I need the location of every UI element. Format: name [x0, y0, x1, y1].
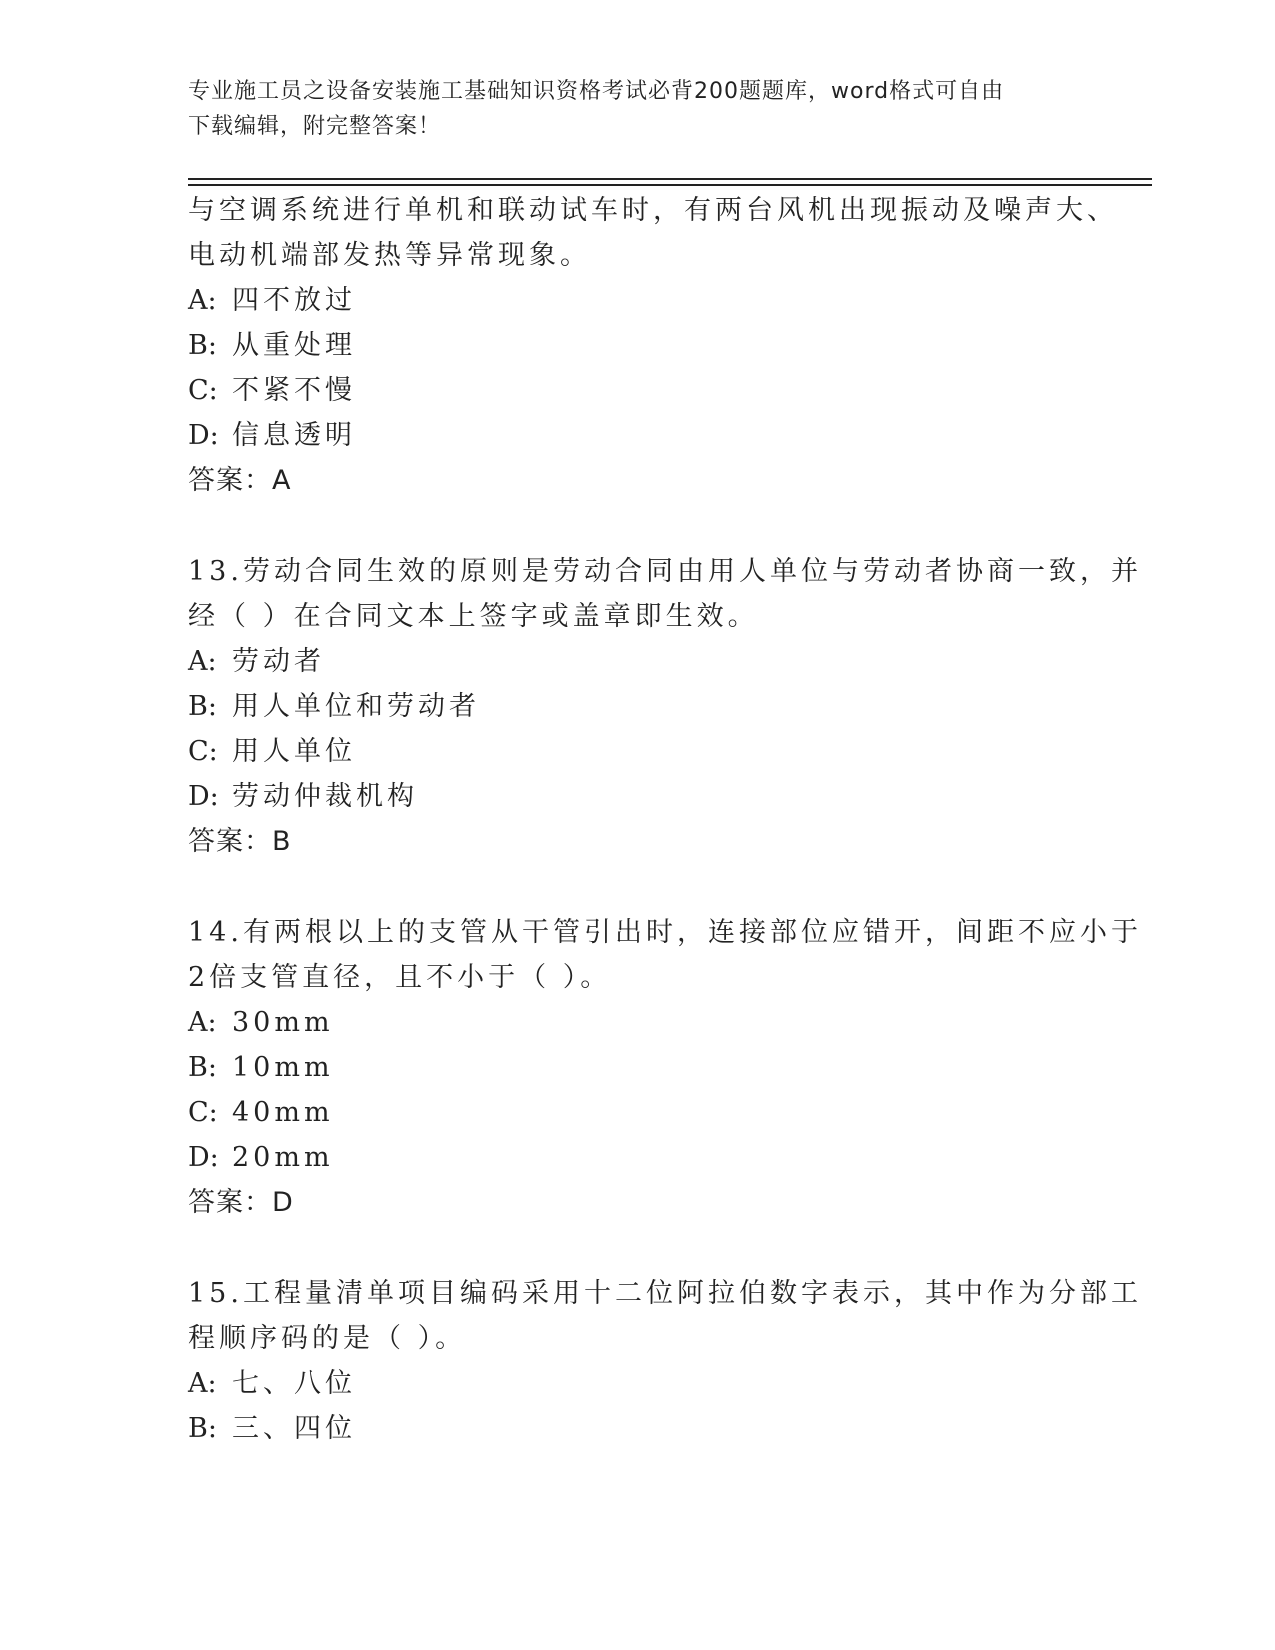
option-letter: D:: [188, 781, 219, 812]
header-rule-top: [188, 178, 1152, 180]
block-spacer: [188, 503, 1148, 549]
option-text: 用人单位: [232, 736, 356, 767]
option-b: [188, 323, 1148, 368]
option-text: 30mm: [232, 1007, 334, 1038]
question-line: 13.劳动合同生效的原则是劳动合同由用人单位与劳动者协商一致，并: [188, 556, 1142, 587]
option-letter: A:: [188, 646, 217, 677]
header-line-1: 专业施工员之设备安装施工基础知识资格考试必背200题题库，word格式可自由: [188, 79, 1005, 104]
option-text: 从重处理: [232, 330, 356, 361]
question-block: [188, 549, 1148, 864]
question-line: 经（ ）在合同文本上签字或盖章即生效。: [188, 601, 759, 632]
question-text: [188, 549, 1148, 639]
option-b: [188, 684, 1148, 729]
option-d: [188, 1135, 1148, 1180]
option-letter: B:: [188, 691, 217, 722]
option-letter: B:: [188, 1413, 217, 1444]
question-line: 2倍支管直径，且不小于（ ）。: [188, 962, 612, 993]
option-text: 七、八位: [232, 1368, 356, 1399]
option-c: [188, 368, 1148, 413]
question-line: 与空调系统进行单机和联动试车时，有两台风机出现振动及噪声大、: [188, 195, 1118, 226]
option-letter: D:: [188, 1142, 219, 1173]
question-text: [188, 910, 1148, 1000]
header-line-2: 下载编辑，附完整答案！: [188, 114, 442, 139]
option-text: 劳动仲裁机构: [232, 781, 418, 812]
option-c: [188, 1090, 1148, 1135]
option-a: [188, 278, 1148, 323]
option-a: [188, 1361, 1148, 1406]
header-rule-bottom: [188, 184, 1152, 186]
question-list: [188, 188, 1148, 1451]
block-spacer: [188, 864, 1148, 910]
option-a: [188, 1000, 1148, 1045]
option-letter: B:: [188, 330, 217, 361]
document-header: [188, 74, 1078, 144]
option-letter: D:: [188, 420, 219, 451]
option-text: 信息透明: [232, 420, 356, 451]
option-a: [188, 639, 1148, 684]
answer-line: 答案：D: [188, 1187, 294, 1218]
option-letter: C:: [188, 736, 218, 767]
option-c: [188, 729, 1148, 774]
question-block: [188, 910, 1148, 1225]
option-text: 四不放过: [232, 285, 356, 316]
option-letter: B:: [188, 1052, 217, 1083]
option-letter: C:: [188, 1097, 218, 1128]
question-line: 电动机端部发热等异常现象。: [188, 240, 591, 271]
answer-line: 答案：A: [188, 465, 292, 496]
option-text: 40mm: [232, 1097, 334, 1128]
option-d: [188, 413, 1148, 458]
question-text: [188, 1271, 1148, 1361]
option-text: 劳动者: [232, 646, 325, 677]
question-block: [188, 188, 1148, 503]
option-b: [188, 1045, 1148, 1090]
question-text: [188, 188, 1148, 278]
option-text: 用人单位和劳动者: [232, 691, 480, 722]
option-text: 20mm: [232, 1142, 334, 1173]
question-line: 15.工程量清单项目编码采用十二位阿拉伯数字表示，其中作为分部工: [188, 1278, 1142, 1309]
question-line: 14.有两根以上的支管从干管引出时，连接部位应错开，间距不应小于: [188, 917, 1142, 948]
question-line: 程顺序码的是（ ）。: [188, 1323, 467, 1354]
option-b: [188, 1406, 1148, 1451]
option-d: [188, 774, 1148, 819]
block-spacer: [188, 1225, 1148, 1271]
option-letter: A:: [188, 1368, 217, 1399]
question-block: [188, 1271, 1148, 1451]
option-letter: A:: [188, 285, 217, 316]
option-text: 三、四位: [232, 1413, 356, 1444]
option-text: 不紧不慢: [232, 375, 356, 406]
option-letter: C:: [188, 375, 218, 406]
option-text: 10mm: [232, 1052, 334, 1083]
answer-line: 答案：B: [188, 826, 292, 857]
option-letter: A:: [188, 1007, 217, 1038]
